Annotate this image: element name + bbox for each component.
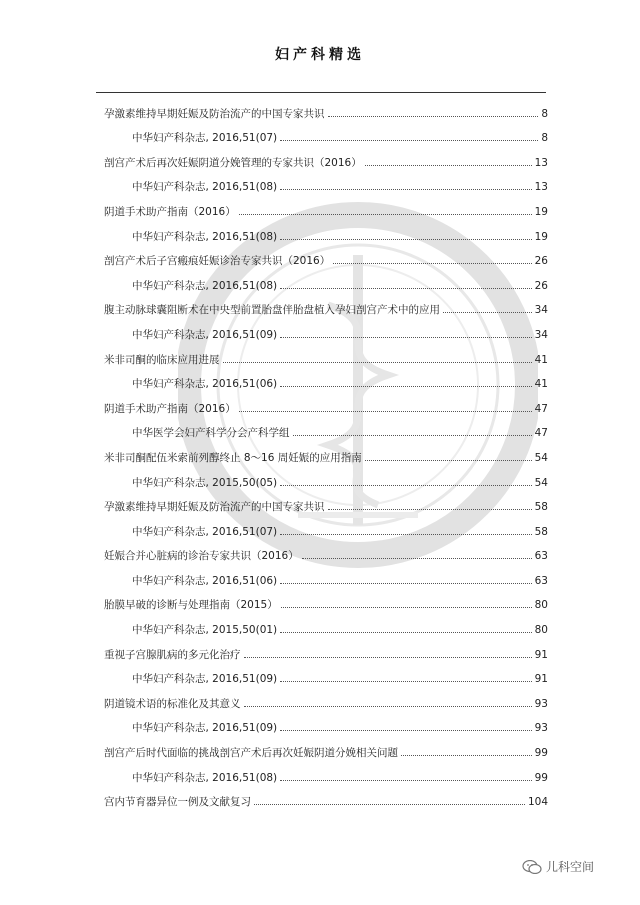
toc-page-number: 34 xyxy=(534,328,548,341)
toc-entry-title: 中华妇产科杂志, 2016,51(07) xyxy=(132,525,278,538)
wechat-icon xyxy=(522,860,542,874)
dot-leader xyxy=(223,362,532,363)
toc-entry-title: 中华妇产科杂志, 2016,51(08) xyxy=(132,181,278,194)
toc-entry[interactable] xyxy=(96,735,548,760)
dot-leader xyxy=(280,337,531,338)
toc-entry[interactable] xyxy=(96,539,548,564)
dot-leader xyxy=(280,632,531,633)
toc-source-line[interactable] xyxy=(96,219,548,244)
toc-page-number: 58 xyxy=(534,501,548,514)
header-rule xyxy=(96,92,546,93)
toc-page-number: 26 xyxy=(534,279,548,292)
dot-leader xyxy=(443,312,532,313)
dot-leader xyxy=(280,681,531,682)
toc-page-number: 19 xyxy=(534,230,548,243)
dot-leader xyxy=(280,239,531,240)
toc-page-number: 34 xyxy=(534,304,548,317)
toc-entry-title: 中华妇产科杂志, 2016,51(07) xyxy=(132,132,278,145)
dot-leader xyxy=(280,140,538,141)
toc-page-number: 54 xyxy=(534,476,548,489)
toc-entry-title: 中华妇产科杂志, 2016,51(08) xyxy=(132,771,278,784)
toc-page-number: 8 xyxy=(541,107,548,120)
toc-entry-title: 剖宫产后时代面临的挑战剖宫产术后再次妊娠阴道分娩相关问题 xyxy=(104,747,398,760)
toc-page-number: 19 xyxy=(534,205,548,218)
toc-entry-title: 中华妇产科杂志, 2016,51(09) xyxy=(132,328,278,341)
toc-entry[interactable] xyxy=(96,244,548,269)
toc-source-line[interactable] xyxy=(96,563,548,588)
toc-entry-title: 中华妇产科杂志, 2016,51(08) xyxy=(132,230,278,243)
dot-leader xyxy=(328,116,539,117)
toc-page-number: 47 xyxy=(534,427,548,440)
toc-page-number: 93 xyxy=(534,697,548,710)
toc-page-number: 63 xyxy=(534,574,548,587)
toc-page-number: 99 xyxy=(534,747,548,760)
toc-page-number: 58 xyxy=(534,525,548,538)
toc-source-line[interactable] xyxy=(96,367,548,392)
toc-entry[interactable] xyxy=(96,440,548,465)
toc-page-number: 80 xyxy=(534,624,548,637)
toc-page-number: 41 xyxy=(534,378,548,391)
toc-page-number: 91 xyxy=(534,648,548,661)
dot-leader xyxy=(280,189,531,190)
dot-leader xyxy=(280,730,531,731)
dot-leader xyxy=(280,485,531,486)
toc-source-line[interactable] xyxy=(96,711,548,736)
toc-entry-title: 剖宫产术后再次妊娠阴道分娩管理的专家共识（2016） xyxy=(104,156,362,169)
toc-entry[interactable] xyxy=(96,145,548,170)
dot-leader xyxy=(401,755,532,756)
dot-leader xyxy=(280,534,531,535)
dot-leader xyxy=(333,263,531,264)
toc-page-number: 13 xyxy=(534,156,548,169)
toc-entry-title: 米非司酮的临床应用进展 xyxy=(104,353,220,366)
toc-page-number: 93 xyxy=(534,722,548,735)
toc-page-number: 8 xyxy=(541,132,548,145)
toc-page-number: 80 xyxy=(534,599,548,612)
dot-leader xyxy=(280,583,531,584)
dot-leader xyxy=(281,607,532,608)
toc-entry[interactable] xyxy=(96,391,548,416)
toc-entry[interactable] xyxy=(96,342,548,367)
dot-leader xyxy=(293,435,532,436)
toc-entry-title: 阴道镜术语的标准化及其意义 xyxy=(104,697,241,710)
toc-entry-title: 妊娠合并心脏病的诊治专家共识（2016） xyxy=(104,550,299,563)
toc-source-line[interactable] xyxy=(96,465,548,490)
toc-entry-title: 阴道手术助产指南（2016） xyxy=(104,402,236,415)
toc-entry-title: 中华医学会妇产科学分会产科学组 xyxy=(132,427,290,440)
page-header-title: 妇产科精选 xyxy=(275,47,365,63)
toc-entry[interactable] xyxy=(96,637,548,662)
dot-leader xyxy=(365,165,532,166)
toc-entry[interactable] xyxy=(96,785,548,810)
dot-leader xyxy=(280,386,531,387)
toc-page-number: 47 xyxy=(534,402,548,415)
dot-leader xyxy=(365,460,532,461)
toc-entry-title: 中华妇产科杂志, 2016,51(06) xyxy=(132,574,278,587)
watermark-text: 儿科空间 xyxy=(546,860,595,874)
toc-entry[interactable] xyxy=(96,96,548,121)
toc-entry[interactable] xyxy=(96,490,548,515)
toc-page-number: 26 xyxy=(534,255,548,268)
toc-source-line[interactable] xyxy=(96,268,548,293)
toc-entry-title: 中华妇产科杂志, 2016,51(08) xyxy=(132,279,278,292)
toc-entry-title: 剖宫产术后子宫瘢痕妊娠诊治专家共识（2016） xyxy=(104,255,331,268)
dot-leader xyxy=(244,706,532,707)
toc-entry-title: 阴道手术助产指南（2016） xyxy=(104,205,236,218)
toc-entry-title: 胎膜早破的诊断与处理指南（2015） xyxy=(104,599,278,612)
toc-source-line[interactable] xyxy=(96,170,548,195)
toc-entry[interactable] xyxy=(96,293,548,318)
dot-leader xyxy=(239,214,532,215)
toc-entry-title: 中华妇产科杂志, 2015,50(01) xyxy=(132,624,278,637)
toc-entry-title: 重视子宫腺肌病的多元化治疗 xyxy=(104,648,241,661)
toc-entry-title: 中华妇产科杂志, 2016,51(09) xyxy=(132,673,278,686)
dot-leader xyxy=(280,780,531,781)
dot-leader xyxy=(302,558,532,559)
account-watermark xyxy=(522,858,594,875)
toc-entry[interactable] xyxy=(96,588,548,613)
dot-leader xyxy=(254,804,525,805)
toc-entry-title: 孕激素维持早期妊娠及防治流产的中国专家共识 xyxy=(104,107,325,120)
toc-entry-title: 中华妇产科杂志, 2016,51(09) xyxy=(132,722,278,735)
table-of-contents xyxy=(96,96,548,809)
toc-source-line[interactable] xyxy=(96,662,548,687)
toc-entry-title: 中华妇产科杂志, 2015,50(05) xyxy=(132,476,278,489)
dot-leader xyxy=(239,411,532,412)
toc-source-line[interactable] xyxy=(96,612,548,637)
toc-page-number: 104 xyxy=(527,796,548,809)
dot-leader xyxy=(328,509,532,510)
toc-source-line[interactable] xyxy=(96,514,548,539)
toc-page-number: 63 xyxy=(534,550,548,563)
toc-entry-title: 中华妇产科杂志, 2016,51(06) xyxy=(132,378,278,391)
toc-entry-title: 孕激素维持早期妊娠及防治流产的中国专家共识 xyxy=(104,501,325,514)
toc-entry[interactable] xyxy=(96,194,548,219)
toc-source-line[interactable] xyxy=(96,416,548,441)
toc-page-number: 41 xyxy=(534,353,548,366)
toc-source-line[interactable] xyxy=(96,760,548,785)
dot-leader xyxy=(280,288,531,289)
toc-page-number: 99 xyxy=(534,771,548,784)
toc-page-number: 13 xyxy=(534,181,548,194)
toc-source-line[interactable] xyxy=(96,121,548,146)
toc-page-number: 91 xyxy=(534,673,548,686)
dot-leader xyxy=(244,657,532,658)
toc-entry-title: 宫内节育器异位一例及文献复习 xyxy=(104,796,251,809)
toc-page-number: 54 xyxy=(534,451,548,464)
toc-entry-title: 米非司酮配伍米索前列醇终止 8～16 周妊娠的应用指南 xyxy=(104,451,362,464)
toc-entry[interactable] xyxy=(96,686,548,711)
toc-source-line[interactable] xyxy=(96,317,548,342)
toc-entry-title: 腹主动脉球囊阻断术在中央型前置胎盘伴胎盘植入孕妇剖宫产术中的应用 xyxy=(104,304,440,317)
